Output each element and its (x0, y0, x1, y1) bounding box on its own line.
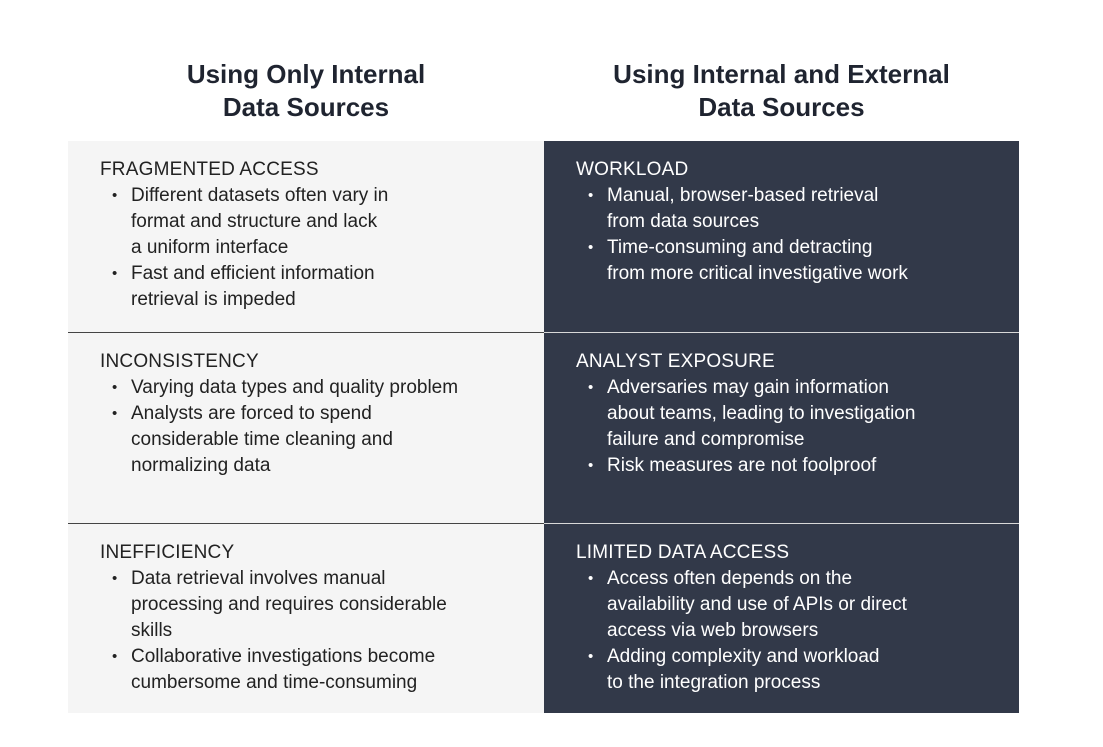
cell-title: ANALYST EXPOSURE (576, 351, 775, 372)
bullet-line: to the integration process (607, 672, 821, 693)
cell-inconsistency (68, 332, 544, 523)
bullet-line: failure and compromise (607, 429, 805, 450)
bullet-list (100, 566, 524, 696)
bullet-line: availability and use of APIs or direct (607, 594, 907, 615)
cell-fragmented-access (68, 141, 544, 332)
column-header-line: Data Sources (222, 92, 390, 122)
bullet-line: Access often depends on the (607, 568, 853, 589)
comparison-grid (68, 141, 1019, 713)
column-header-line: Data Sources (698, 92, 865, 122)
bullet-item (100, 183, 524, 261)
bullet-list (576, 566, 999, 696)
bullet-line: Time-consuming and detracting (607, 237, 873, 258)
column-header-internal-only (68, 58, 544, 124)
bullet-list (576, 375, 999, 479)
cell-title: FRAGMENTED ACCESS (100, 159, 319, 180)
bullet-line: Collaborative investigations become (131, 646, 436, 667)
bullet-line: normalizing data (131, 455, 271, 476)
cell-title: INCONSISTENCY (100, 351, 259, 372)
cell-inefficiency (68, 523, 544, 713)
bullet-line: Varying data types and quality problem (131, 377, 459, 398)
cell-title: WORKLOAD (576, 159, 689, 180)
bullet-line: considerable time cleaning and (131, 429, 393, 450)
bullet-line: access via web browsers (607, 620, 819, 641)
bullet-line: Adding complexity and workload (607, 646, 880, 667)
bullet-line: Analysts are forced to spend (131, 403, 372, 424)
bullet-item (100, 401, 524, 479)
bullet-item (100, 644, 524, 696)
bullet-line: cumbersome and time-consuming (131, 672, 418, 693)
bullet-line: Fast and efficient information (131, 263, 375, 284)
bullet-item (576, 453, 999, 479)
bullet-line: Data retrieval involves manual (131, 568, 386, 589)
bullet-list (100, 183, 524, 313)
cell-title: INEFFICIENCY (100, 542, 235, 563)
bullet-line: format and structure and lack (131, 211, 378, 232)
bullet-line: skills (131, 620, 173, 641)
bullet-line: from more critical investigative work (607, 263, 908, 284)
bullet-line: processing and requires considerable (131, 594, 447, 615)
bullet-line: about teams, leading to investigation (607, 403, 916, 424)
cell-title: LIMITED DATA ACCESS (576, 542, 790, 563)
cell-limited-data-access (544, 523, 1019, 713)
cell-workload (544, 141, 1019, 332)
bullet-line: Different datasets often vary in (131, 185, 389, 206)
column-header-line: Using Only Internal (186, 59, 426, 89)
bullet-line: Adversaries may gain information (607, 377, 889, 398)
bullet-item (576, 566, 999, 644)
bullet-line: retrieval is impeded (131, 289, 296, 310)
bullet-line: a uniform interface (131, 237, 289, 258)
column-header-line: Using Internal and External (613, 59, 950, 89)
bullet-item (576, 644, 999, 696)
column-header-internal-external (544, 58, 1019, 124)
bullet-item (576, 375, 999, 453)
bullet-item (100, 566, 524, 644)
bullet-item (576, 235, 999, 287)
bullet-line: Manual, browser-based retrieval (607, 185, 879, 206)
bullet-line: from data sources (607, 211, 760, 232)
bullet-list (100, 375, 524, 479)
bullet-list (576, 183, 999, 287)
bullet-item (100, 375, 524, 401)
bullet-line: Risk measures are not foolproof (607, 455, 877, 476)
bullet-item (100, 261, 524, 313)
bullet-item (576, 183, 999, 235)
cell-analyst-exposure (544, 332, 1019, 523)
